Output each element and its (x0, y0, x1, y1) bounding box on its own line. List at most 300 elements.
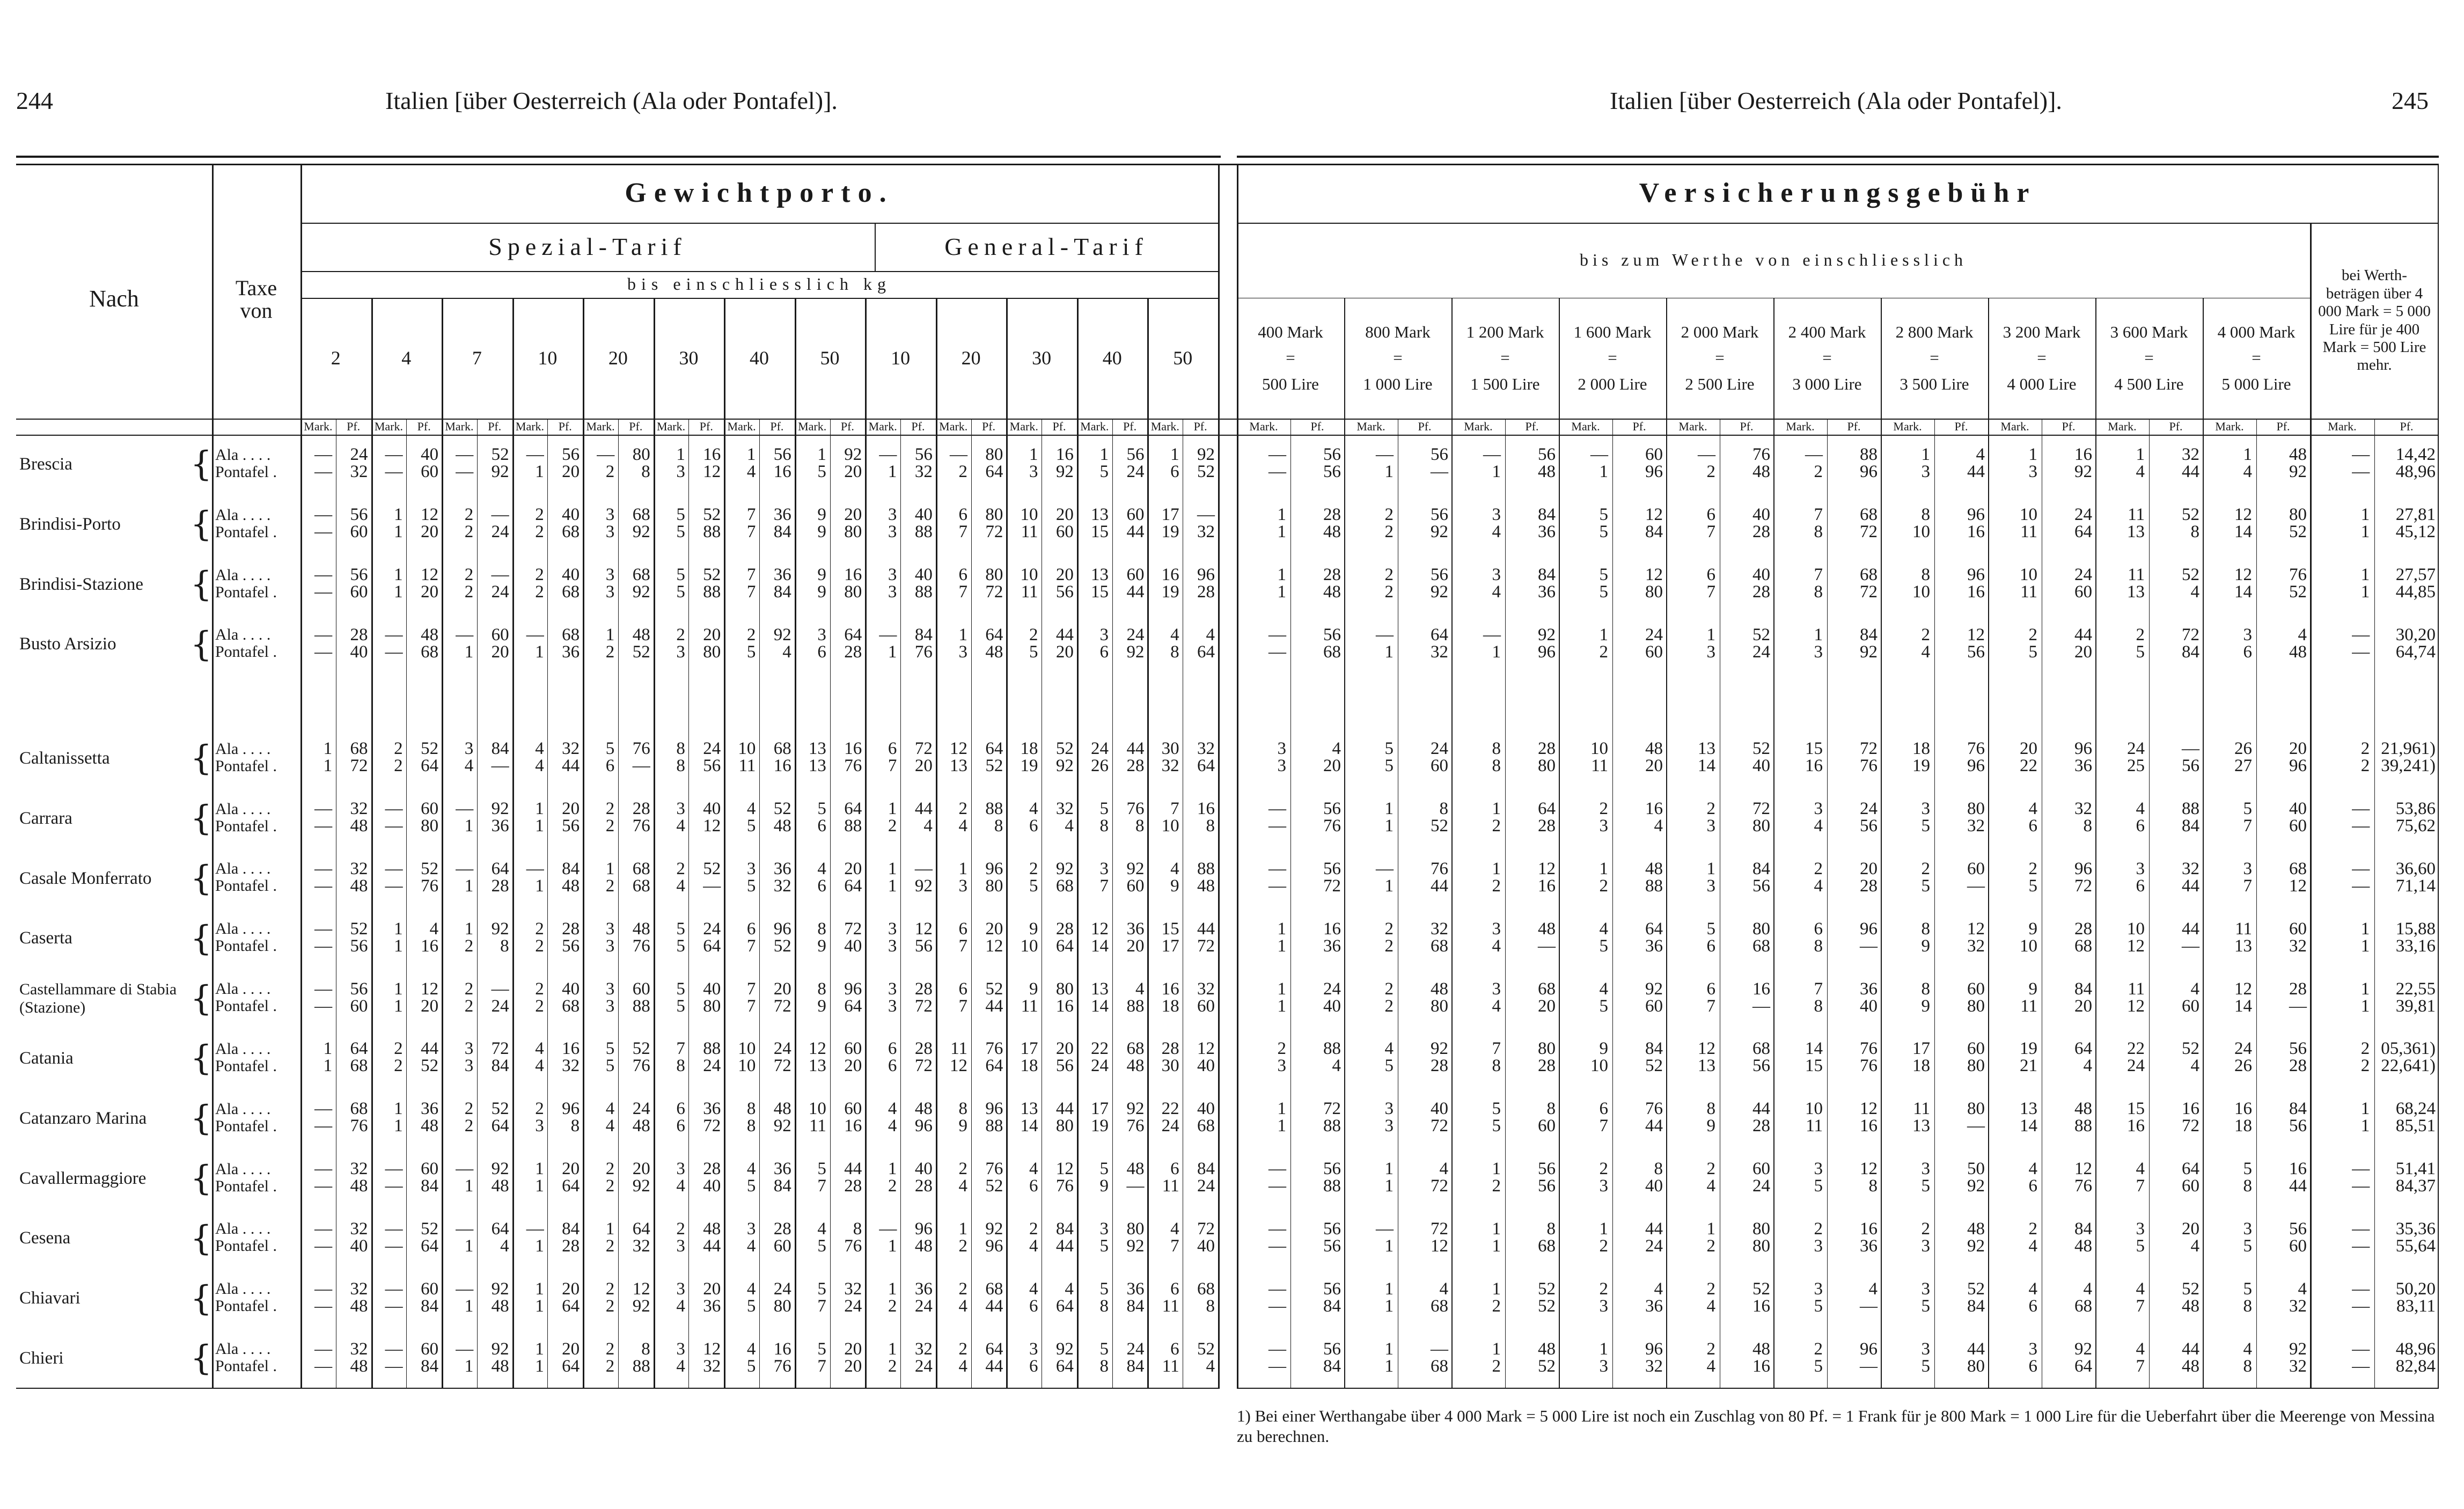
mark-value: 12 (2234, 505, 2252, 525)
mark-value: 3 (1599, 1176, 1608, 1196)
mark-value: 1 (1277, 582, 1286, 602)
mark-value: 2 (1706, 1339, 1715, 1359)
mark-value: 4 (958, 1296, 967, 1316)
pf-value: 20 (1538, 996, 1556, 1016)
mark-value: 5 (1492, 1099, 1501, 1119)
mark-value: 8 (1921, 919, 1930, 939)
mark-value: 1 (2360, 979, 2370, 999)
pf-value: 36 (914, 1279, 933, 1299)
mark-value: 1 (394, 582, 403, 602)
pf-value: 48 (2289, 445, 2307, 465)
pf-value: 84 (1645, 1039, 1663, 1059)
unit-mark: Mark. (1009, 420, 1038, 434)
mark-value: — (1268, 642, 1286, 662)
vertical-rule (936, 298, 937, 1389)
mark-value: 11 (950, 1039, 967, 1059)
mark-value: — (2352, 1356, 2370, 1376)
mark-value: 6 (1706, 505, 1715, 525)
pf-value: 20 (562, 1159, 580, 1179)
pf-value: — (1967, 876, 1985, 896)
pf-value: 4 (2190, 1236, 2199, 1256)
pf-value: — (1431, 462, 1448, 482)
mark-value: 5 (676, 582, 685, 602)
pf-value: 96 (1538, 642, 1556, 662)
pf-value: 28 (914, 1176, 933, 1196)
pf-value: 33,16 (2395, 936, 2436, 956)
vertical-rule (865, 298, 867, 1389)
pf-value: 50,20 (2395, 1279, 2436, 1299)
mark-value: — (1268, 1296, 1286, 1316)
mark-value: 2 (464, 936, 474, 956)
pf-value: 48 (1323, 582, 1341, 602)
brace: { (190, 738, 212, 779)
destination-name: Chiavari (19, 1288, 80, 1308)
mark-value: 5 (2243, 799, 2252, 819)
pf-value: 32 (562, 1056, 580, 1076)
mark-value: 1 (394, 1099, 403, 1119)
mark-value: 2 (1384, 522, 1394, 542)
value-lire: 1 500 Lire (1470, 374, 1540, 393)
pf-value: 32 (350, 859, 368, 878)
mark-value: 9 (817, 565, 826, 585)
pf-value: 76 (914, 642, 933, 662)
pf-value: 72 (1323, 1099, 1341, 1119)
pf-value: 24 (1126, 1339, 1145, 1359)
pf-value: 76 (1967, 739, 1985, 759)
pf-value: 48 (2289, 642, 2307, 662)
mark-value: 26 (2234, 739, 2252, 759)
pf-value: 52 (703, 565, 721, 585)
pf-value: 28 (1538, 739, 1556, 759)
mark-value: — (2352, 799, 2370, 819)
mark-value: — (314, 1176, 333, 1196)
value-column-header (1988, 298, 2095, 419)
pf-value: 68 (1860, 565, 1878, 585)
mark-value: 4 (746, 799, 756, 819)
mark-value: 4 (605, 1116, 615, 1136)
pf-value: 52 (773, 936, 791, 956)
pf-value: 68 (1197, 1116, 1215, 1136)
pf-value: 88 (1323, 1039, 1341, 1059)
mark-value: 2 (2028, 625, 2037, 644)
gewichtporto-title: Gewichtporto. (625, 177, 894, 208)
pf-value: 44 (1645, 1116, 1663, 1136)
pf-value: 76 (1752, 445, 1770, 465)
pf-value: 24 (1645, 625, 1663, 644)
pf-value: 12 (1055, 1159, 1074, 1179)
pf-value: 56 (1323, 1159, 1341, 1179)
mark-value: 2 (1384, 505, 1394, 525)
vertical-rule (1988, 298, 1989, 1389)
mark-value: 3 (676, 642, 685, 662)
weight-column-10kg: 10 (538, 347, 558, 369)
weight-column-2kg: 2 (331, 347, 341, 369)
mark-value: 13 (1912, 1116, 1930, 1136)
mark-value: 2 (888, 1356, 897, 1376)
pf-value: 96 (1860, 462, 1878, 482)
mark-value: 4 (2136, 1339, 2145, 1359)
pf-value: 48 (632, 919, 650, 939)
mark-value: 3 (1599, 816, 1608, 836)
pf-value: 16 (2074, 445, 2092, 465)
mark-value: 12 (808, 1039, 826, 1059)
mark-value: 1 (535, 1356, 544, 1376)
horizontal-rule (16, 164, 2439, 165)
mark-value: 10 (1912, 582, 1930, 602)
mark-value: 2 (1921, 625, 1930, 644)
taxe-from: Pontafel . (215, 1297, 277, 1315)
mark-value: 2 (535, 996, 544, 1016)
mark-value: 1 (1492, 859, 1501, 878)
pf-value: 80 (2289, 505, 2307, 525)
pf-value: 88 (1323, 1116, 1341, 1136)
pf-value: 68 (632, 859, 650, 878)
mark-value: — (456, 625, 474, 644)
pf-value: 32 (1197, 979, 1215, 999)
value-lire: 3 000 Lire (1792, 374, 1862, 393)
pf-value: 96 (2289, 756, 2307, 776)
pf-value: 48 (2074, 1099, 2092, 1119)
pf-value: 36 (703, 1099, 721, 1119)
mark-value: — (1268, 1236, 1286, 1256)
pf-value: 16 (1752, 1296, 1770, 1316)
pf-value: 84,37 (2395, 1176, 2436, 1196)
mark-value: 3 (1921, 799, 1930, 819)
mark-value: 2 (464, 1116, 474, 1136)
unit-mark: Mark. (2108, 420, 2137, 434)
pf-value: 84 (2074, 979, 2092, 999)
pf-value: 28 (1197, 582, 1215, 602)
vertical-rule (654, 298, 655, 1389)
pf-value: 56 (2289, 1219, 2307, 1239)
mark-value: 3 (1921, 1159, 1930, 1179)
mark-value: 13 (808, 739, 826, 759)
mark-value: 6 (1170, 1159, 1179, 1179)
pf-value: 24 (703, 919, 721, 939)
mark-value: 7 (1706, 522, 1715, 542)
pf-value: 76 (1323, 816, 1341, 836)
mark-value: 1 (323, 1039, 333, 1059)
pf-value: 4 (1439, 1159, 1448, 1179)
pf-value: 20 (1055, 642, 1074, 662)
mark-value: — (385, 642, 403, 662)
pf-value: 80 (632, 445, 650, 465)
pf-value: 85,51 (2395, 1116, 2436, 1136)
pf-value: 80 (1752, 1236, 1770, 1256)
pf-value: 12 (1538, 859, 1556, 878)
pf-value: 20 (562, 1339, 580, 1359)
pf-value: 56 (1323, 859, 1341, 878)
mark-value: 3 (1099, 859, 1109, 878)
mark-value: 1 (1921, 445, 1930, 465)
pf-value: 84 (1323, 1296, 1341, 1316)
pf-value: 52 (1752, 1279, 1770, 1299)
mark-value: 8 (817, 919, 826, 939)
taxe-from: Pontafel . (215, 463, 277, 481)
mark-value: — (385, 876, 403, 896)
pf-value: 21,961) (2381, 739, 2436, 759)
pf-value: 92 (1126, 1236, 1145, 1256)
top-rule (16, 156, 1221, 158)
pf-value: 88 (1323, 1176, 1341, 1196)
pf-value: 60 (421, 799, 439, 819)
vertical-rule (2256, 419, 2257, 1389)
mark-value: 2 (535, 582, 544, 602)
mark-value: 9 (1170, 876, 1179, 896)
pf-value: 44 (985, 1356, 1003, 1376)
unit-pf: Pf. (699, 420, 713, 434)
destination-name: Castellammare di Stabia (Stazione) (19, 980, 177, 1017)
mark-value: 1 (1599, 1219, 1608, 1239)
mark-value: 5 (1599, 582, 1608, 602)
pf-value: 50 (1967, 1159, 1985, 1179)
mark-value: 4 (1706, 1356, 1715, 1376)
mark-value: — (526, 445, 544, 465)
pf-value: 52 (421, 1219, 439, 1239)
mark-value: 5 (676, 919, 685, 939)
pf-value: 60 (1126, 505, 1145, 525)
pf-value: 24 (491, 582, 509, 602)
pf-value: 56 (1323, 1236, 1341, 1256)
pf-value: 76 (350, 1116, 368, 1136)
mark-value: 4 (1029, 799, 1038, 819)
mark-value: 10 (2127, 919, 2145, 939)
mark-value: 1 (1599, 1339, 1608, 1359)
pf-value: — (1860, 936, 1878, 956)
mark-value: 19 (1020, 756, 1038, 776)
pf-value: 60 (1645, 996, 1663, 1016)
pf-value: 80 (1055, 1116, 1074, 1136)
pf-value: 32 (1197, 739, 1215, 759)
mark-value: 24 (2234, 1039, 2252, 1059)
vertical-rule (724, 298, 725, 1389)
mark-value: 8 (1814, 936, 1823, 956)
brace: { (190, 624, 212, 664)
vertical-rule (2310, 223, 2312, 1389)
pf-value: 60 (350, 582, 368, 602)
mark-value: 4 (1814, 816, 1823, 836)
mark-value: 3 (464, 1056, 474, 1076)
pf-value: 56 (562, 445, 580, 465)
unit-mark: Mark. (939, 420, 968, 434)
pf-value: 44 (1126, 522, 1145, 542)
pf-value: 52 (773, 799, 791, 819)
mark-value: 3 (817, 625, 826, 644)
pf-value: 12 (703, 816, 721, 836)
pf-value: 40 (703, 979, 721, 999)
pf-value: — (491, 979, 509, 999)
pf-value: 64 (562, 1296, 580, 1316)
pf-value: 64 (844, 625, 862, 644)
pf-value: 55,64 (2395, 1236, 2436, 1256)
pf-value: 48 (350, 816, 368, 836)
mark-value: 17 (1161, 505, 1179, 525)
pf-value: 72 (773, 1056, 791, 1076)
mark-value: 1 (1384, 462, 1394, 482)
pf-value: — (1538, 936, 1556, 956)
mark-value: 5 (1599, 565, 1608, 585)
mark-value: 2 (2360, 1056, 2370, 1076)
pf-value: 80 (421, 816, 439, 836)
pf-value: 12 (1645, 565, 1663, 585)
mark-value: 7 (2136, 1356, 2145, 1376)
pf-value: 76 (1126, 1116, 1145, 1136)
mark-value: 2 (1029, 1219, 1038, 1239)
mark-value: 1 (1492, 462, 1501, 482)
pf-value: 12 (703, 1339, 721, 1359)
mark-value: 4 (676, 816, 685, 836)
taxe-from: Pontafel . (215, 877, 277, 895)
pf-value: 64,74 (2395, 642, 2436, 662)
pf-value: 36 (562, 642, 580, 662)
pf-value: 20 (844, 1056, 862, 1076)
pf-value: 80 (1752, 919, 1770, 939)
mark-value: 1 (888, 1159, 897, 1179)
taxe-from: Ala . . . . (215, 1220, 271, 1238)
pf-value: 64 (1197, 642, 1215, 662)
mark-value: 4 (605, 1099, 615, 1119)
pf-value: 52 (703, 859, 721, 878)
mark-value: 2 (676, 1219, 685, 1239)
pf-value: 68 (562, 582, 580, 602)
pf-value: 92 (773, 625, 791, 644)
mark-value: — (314, 505, 333, 525)
mark-value: 7 (1170, 799, 1179, 819)
pf-value: 40 (844, 936, 862, 956)
mark-value: 8 (817, 979, 826, 999)
pf-value: 16 (773, 462, 791, 482)
pf-value: 96 (1967, 505, 1985, 525)
pf-value: 12 (985, 936, 1003, 956)
pf-value: 36 (1645, 1296, 1663, 1316)
mark-value: 1 (2360, 919, 2370, 939)
mark-value: 3 (676, 1236, 685, 1256)
mark-value: 22 (2127, 1039, 2145, 1059)
mark-value: 2 (605, 642, 615, 662)
value-mark: 800 Mark (1365, 322, 1431, 341)
mark-value: 1 (394, 996, 403, 1016)
pf-value: 60 (1967, 859, 1985, 878)
unit-pf: Pf. (1310, 420, 1324, 434)
pf-value: 16 (844, 739, 862, 759)
mark-value: — (385, 462, 403, 482)
pf-value: 56 (1538, 1176, 1556, 1196)
vertical-rule (1827, 419, 1828, 1389)
pf-value: 20 (421, 522, 439, 542)
mark-value: — (1268, 1219, 1286, 1239)
mark-value: 3 (888, 996, 897, 1016)
mark-value: — (879, 625, 897, 644)
mark-value: 7 (746, 505, 756, 525)
mark-value: 25 (2127, 756, 2145, 776)
pf-value: 80 (844, 582, 862, 602)
mark-value: 11 (2235, 919, 2252, 939)
footnote: 1) Bei einer Werthangabe über 4 000 Mark = 5 000 Lire ist noch ein Zuschlag von 80 Pf. = 1 Frank für je 800 Mark = 1 000 Lire für die Ueberfahrt über die Meerenge von Messina zu berechnen. (1237, 1407, 2435, 1446)
mark-value: 4 (1492, 936, 1501, 956)
mark-value: 2 (1814, 462, 1823, 482)
mark-value: 14 (2234, 522, 2252, 542)
mark-value: 8 (1099, 1356, 1109, 1376)
mark-value: — (2352, 1159, 2370, 1179)
mark-value: 5 (2136, 642, 2145, 662)
pf-value: 48 (1645, 739, 1663, 759)
pf-value: 48 (1752, 462, 1770, 482)
mark-value: 2 (1599, 1159, 1608, 1179)
mark-value: 14 (1805, 1039, 1823, 1059)
pf-value: 72 (2182, 625, 2199, 644)
mark-value: 16 (1161, 565, 1179, 585)
mark-value: 2 (1706, 1236, 1715, 1256)
pf-value: 68 (632, 505, 650, 525)
pf-value: 72 (985, 522, 1003, 542)
mark-value: 7 (1492, 1039, 1501, 1059)
mark-value: 1 (1277, 505, 1286, 525)
mark-value: 8 (746, 1099, 756, 1119)
mark-value: 11 (2128, 565, 2145, 585)
mark-value: 2 (1384, 996, 1394, 1016)
pf-value: 76 (632, 739, 650, 759)
pf-value: 72 (914, 996, 933, 1016)
pf-value: 68 (1431, 936, 1448, 956)
mark-value: — (1376, 859, 1394, 878)
mark-value: 1 (535, 1296, 544, 1316)
pf-value: 20 (844, 462, 862, 482)
mark-value: 2 (1384, 582, 1394, 602)
pf-value: 92 (1860, 642, 1878, 662)
mark-value: 12 (949, 739, 967, 759)
pf-value: 40 (914, 565, 933, 585)
pf-value: 44 (421, 1039, 439, 1059)
pf-value: 64 (985, 1056, 1003, 1076)
brace: { (190, 504, 212, 545)
mark-value: 6 (958, 979, 967, 999)
pf-value: 88 (703, 582, 721, 602)
pf-value: 28 (1431, 1056, 1448, 1076)
pf-value: 56 (350, 936, 368, 956)
pf-value: 40 (914, 1159, 933, 1179)
mark-value: 6 (1029, 1176, 1038, 1196)
mark-value: 1 (888, 1279, 897, 1299)
mark-value: 3 (1384, 1116, 1394, 1136)
mark-value: 18 (1912, 1056, 1930, 1076)
pf-value: 96 (985, 1099, 1003, 1119)
pf-value: 32 (632, 1236, 650, 1256)
pf-value: 56 (1055, 1056, 1074, 1076)
pf-value: 68 (562, 625, 580, 644)
mark-value: 7 (1599, 1116, 1608, 1136)
pf-value: 40 (562, 565, 580, 585)
value-lire: 2 000 Lire (1578, 374, 1647, 393)
pf-value: 68 (350, 1056, 368, 1076)
pf-value: 68 (1538, 979, 1556, 999)
pf-value: 20 (562, 799, 580, 819)
taxe-from: Pontafel . (215, 757, 277, 775)
mark-value: 14 (1698, 756, 1715, 776)
pf-value: 80 (1967, 1099, 1985, 1119)
pf-value: 52 (632, 1039, 650, 1059)
mark-value: — (1268, 1279, 1286, 1299)
mark-value: — (314, 996, 333, 1016)
horizontal-rule (16, 435, 2439, 436)
mark-value: 9 (1706, 1116, 1715, 1136)
taxe-from: Ala . . . . (215, 980, 271, 998)
page-number-left: 244 (16, 87, 53, 114)
pf-value: 28 (1323, 505, 1341, 525)
pf-value: 48 (1126, 1056, 1145, 1076)
mark-value: — (385, 859, 403, 878)
pf-value: 52 (1752, 625, 1770, 644)
pf-value: 32 (1431, 919, 1448, 939)
